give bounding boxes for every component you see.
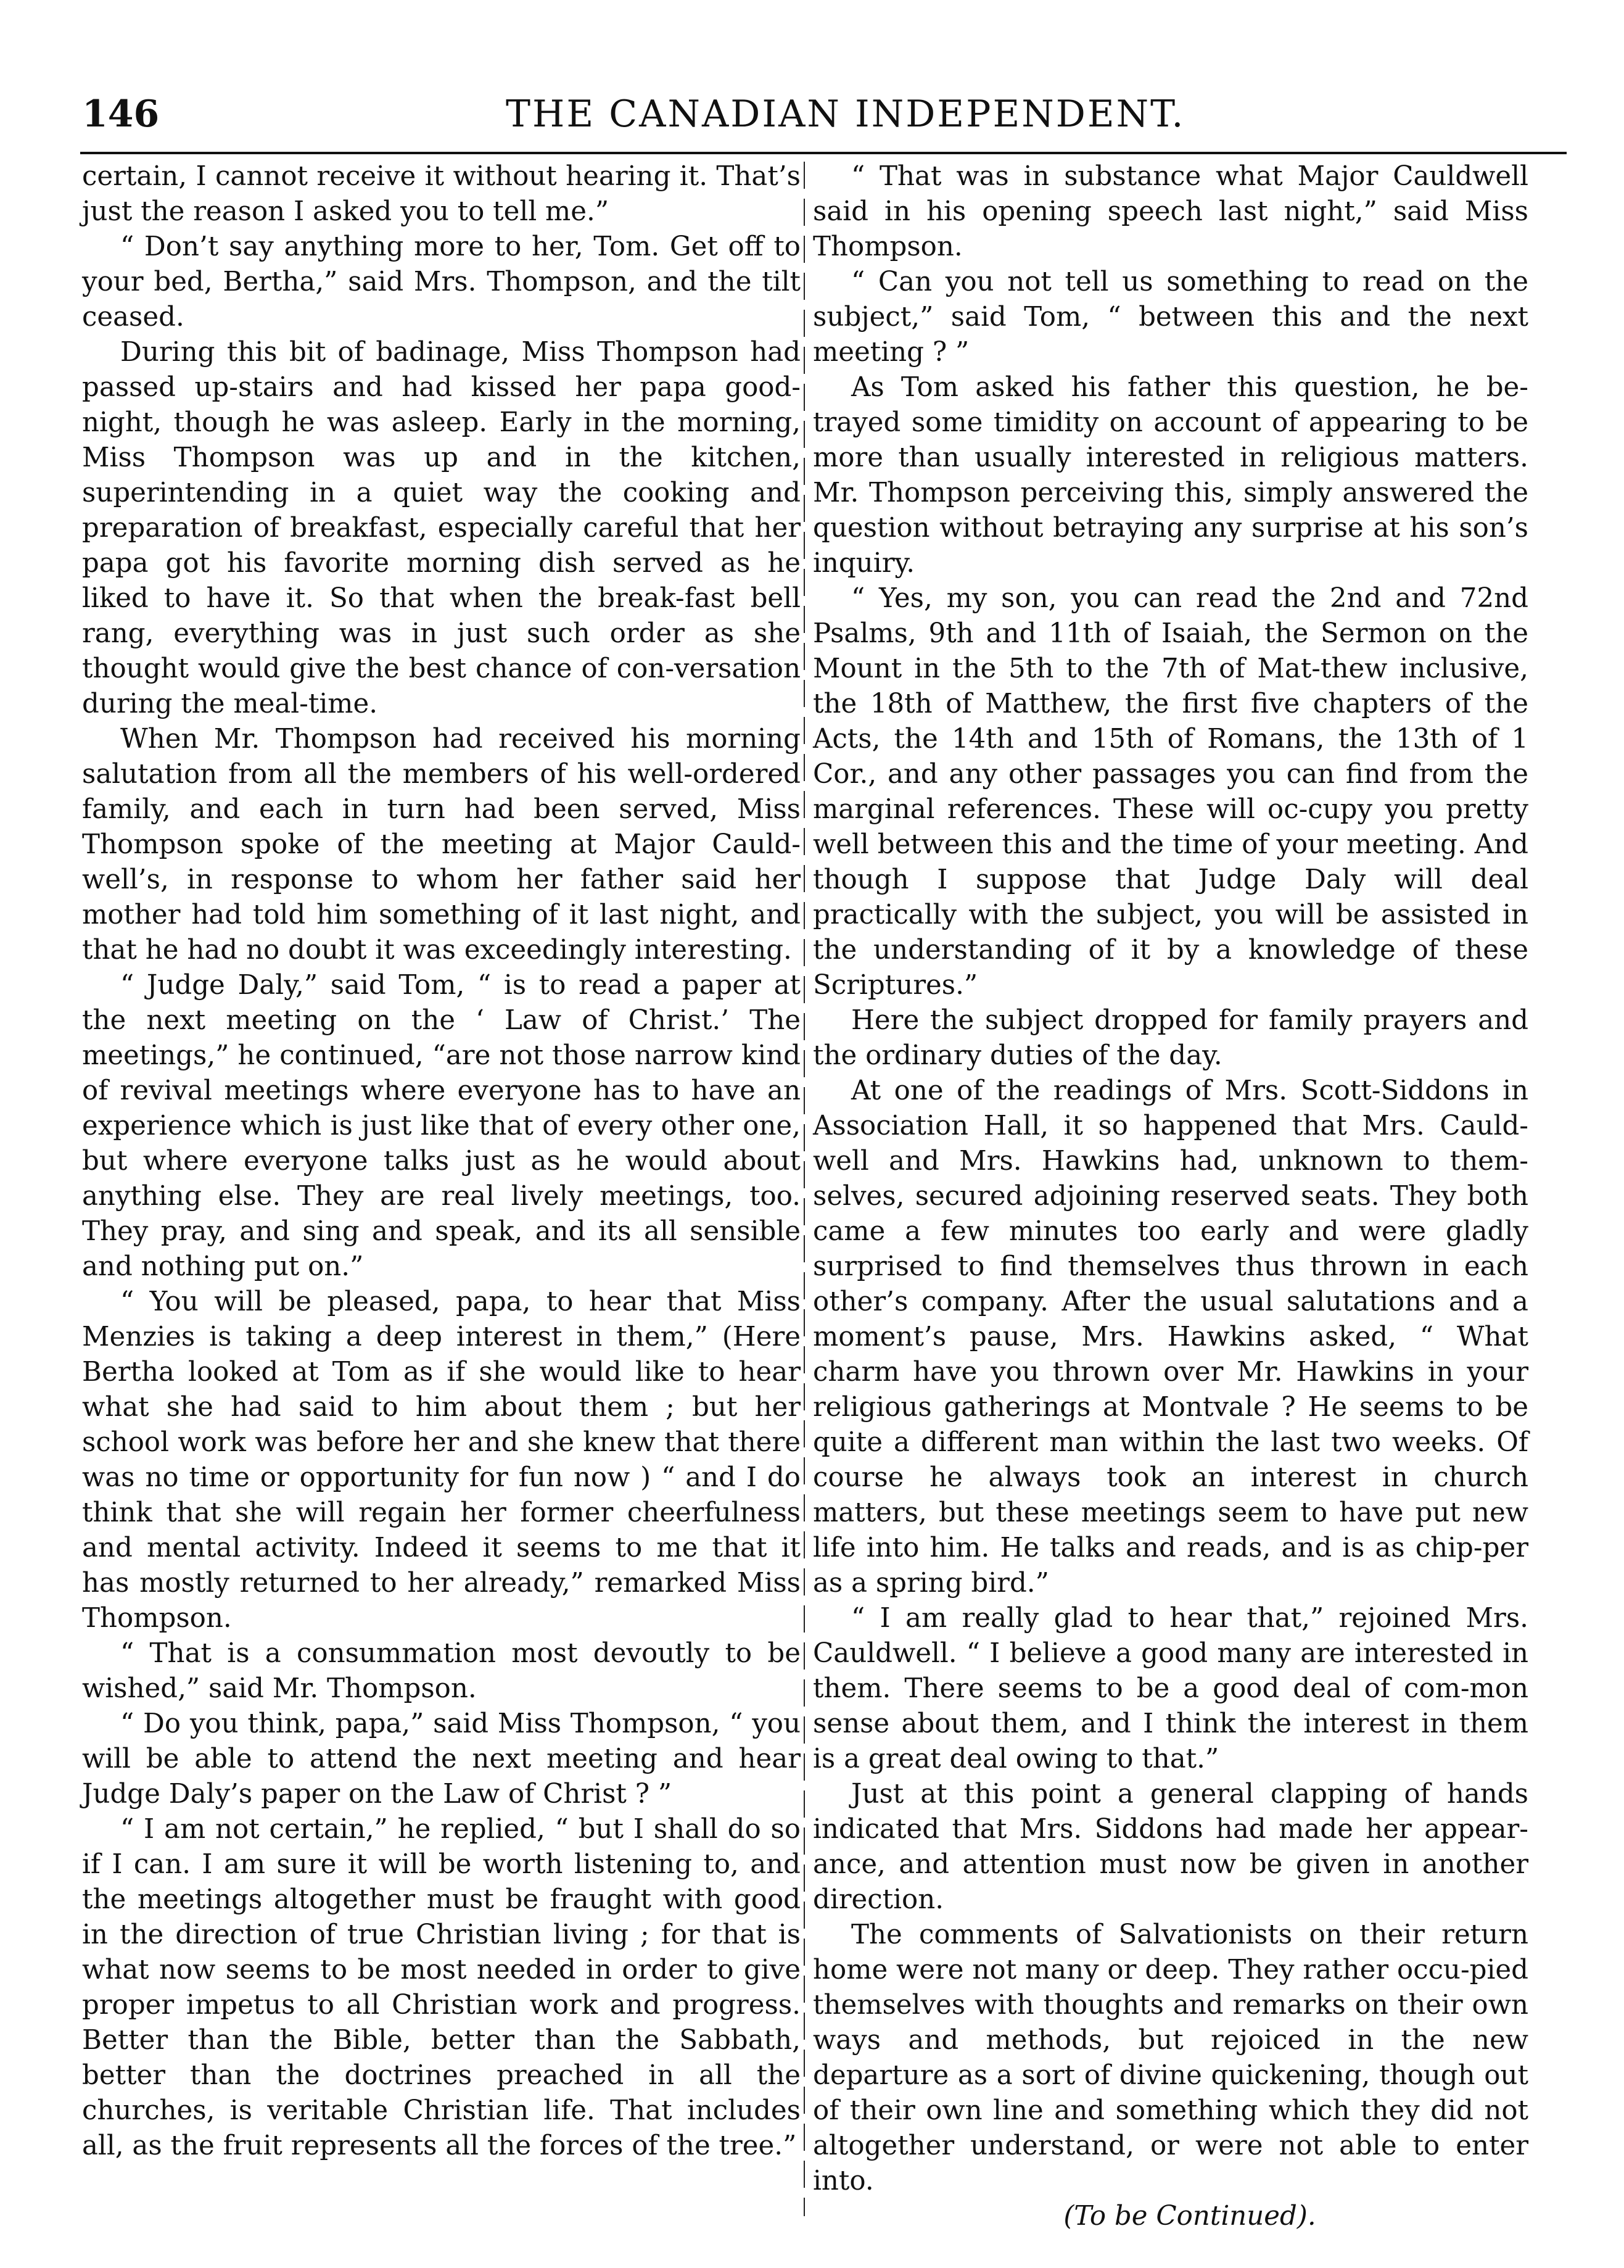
right-column: [813, 159, 1528, 2234]
paragraph: “ Do you think, papa,” said Miss Thompson, “ you will be able to attend the next meeting and hear Judge Daly’s paper on the Law of Christ ? ”: [82, 1708, 801, 1810]
paragraph: “ That was in substance what Major Cauldwell said in his opening speech last night,” said Miss Thompson.: [813, 161, 1528, 262]
paragraph: “ I am not certain,” he replied, “ but I shall do so if I can. I am sure it will be worth listening to, and the meetings altogether must be fraught with good in the direction of true Christian living ; for that is what now seems to be most needed in order to give proper impetus to all Christian work and progress. Better than the Bible, better than the Sabbath, better than the doctrines preached in all the churches, is veritable Christian life. That includes all, as the fruit represents all the forces of the tree.”: [82, 1814, 801, 2161]
left-column: [82, 159, 801, 2164]
paragraph: Just at this point a general clapping of hands indicated that Mrs. Siddons had made her appear-ance, and attention must now be given in another direction.: [813, 1779, 1528, 1915]
paragraph: At one of the readings of Mrs. Scott-Siddons in Association Hall, it so happened that Mrs. Cauld-well and Mrs. Hawkins had, unknown to them-selves, secured adjoining reserved seats. They both came a few minutes too early and were gladly surprised to find themselves thus thrown in each other’s company. After the usual salutations and a moment’s pause, Mrs. Hawkins asked, “ What charm have you thrown over Mr. Hawkins in your religious gatherings at Montvale ? He seems to be quite a different man within the last two weeks. Of course he always took an interest in church matters, but these meetings seem to have put new life into him. He talks and reads, and is as chip-per as a spring bird.”: [813, 1075, 1528, 1599]
paragraph: “ You will be pleased, papa, to hear that Miss Menzies is taking a deep interest in them,” (Here Bertha looked at Tom as if she would like to hear what she had said to him about them ; but her school work was before her and she knew that there was no time or opportunity for fun now ) “ and I do think that she will regain her former cheerfulness and mental activity. Indeed it seems to me that it has mostly returned to her already,” remarked Miss Thompson.: [82, 1286, 801, 1634]
column-divider: [804, 162, 805, 2216]
journal-title: THE CANADIAN INDEPENDENT.: [506, 93, 1185, 136]
paragraph: “ I am really glad to hear that,” rejoined Mrs. Cauldwell. “ I believe a good many are interested in them. There seems to be a good deal of com-mon sense about them, and I think the interest in them is a great deal owing to that.”: [813, 1603, 1528, 1774]
paragraph: Here the subject dropped for family prayers and the ordinary duties of the day.: [813, 1005, 1528, 1071]
to-be-continued-note: (To be Continued).: [1063, 2201, 1316, 2232]
paragraph: “ Can you not tell us something to read on the subject,” said Tom, “ between this and the next meeting ? ”: [813, 267, 1528, 368]
paragraph: “ Yes, my son, you can read the 2nd and 72nd Psalms, 9th and 11th of Isaiah, the Sermon on the Mount in the 5th to the 7th of Mat-thew inclusive, the 18th of Matthew, the first five chapters of the Acts, the 14th and 15th of Romans, the 13th of 1 Cor., and any other passages you can find from the marginal references. These will oc-cupy you pretty well between this and the time of your meeting. And though I suppose that Judge Daly will deal practically with the subject, you will be assisted in the understanding of it by a knowledge of these Scriptures.”: [813, 583, 1528, 1001]
page-header: [0, 93, 1624, 160]
paragraph: “ Don’t say anything more to her, Tom. Get off to your bed, Bertha,” said Mrs. Thompson, and the tilt ceased.: [82, 231, 801, 333]
paragraph: When Mr. Thompson had received his morning salutation from all the members of his well-ordered family, and each in turn had been served, Miss Thompson spoke of the meeting at Major Cauld-well’s, in response to whom her father said her mother had told him something of it last night, and that he had no doubt it was exceedingly interesting.: [82, 724, 801, 966]
paragraph: As Tom asked his father this question, he be-trayed some timidity on account of appearing to be more than usually interested in religious matters. Mr. Thompson perceiving this, simply answered the question without betraying any surprise at his son’s inquiry.: [813, 372, 1528, 579]
paragraph: “ That is a consummation most devoutly to be wished,” said Mr. Thompson.: [82, 1638, 801, 1704]
paragraph: “ Judge Daly,” said Tom, “ is to read a paper at the next meeting on the ‘ Law of Christ.’ The meetings,” he continued, “are not those narrow kind of revival meetings where everyone has to have an experience which is just like that of every other one, but where everyone talks just as he would about anything else. They are real lively meetings, too. They pray, and sing and speak, and its all sensible and nothing put on.”: [82, 970, 801, 1282]
page-number: 146: [82, 93, 160, 136]
paragraph: The comments of Salvationists on their return home were not many or deep. They rather occu-pied themselves with thoughts and remarks on their own ways and methods, but rejoiced in the new departure as a sort of divine quickening, though out of their own line and something which they did not altogether understand, or were not able to enter into.: [813, 1919, 1528, 2196]
header-rule: [80, 152, 1567, 154]
paragraph: certain, I cannot receive it without hearing it. That’s just the reason I asked you to tell me.”: [82, 161, 801, 227]
paragraph: During this bit of badinage, Miss Thompson had passed up-stairs and had kissed her papa good-night, though he was asleep. Early in the morning, Miss Thompson was up and in the kitchen, superintending in a quiet way the cooking and preparation of breakfast, especially careful that her papa got his favorite morning dish served as he liked to have it. So that when the break-fast bell rang, everything was in just such order as she thought would give the best chance of con-versation during the meal-time.: [82, 337, 801, 719]
